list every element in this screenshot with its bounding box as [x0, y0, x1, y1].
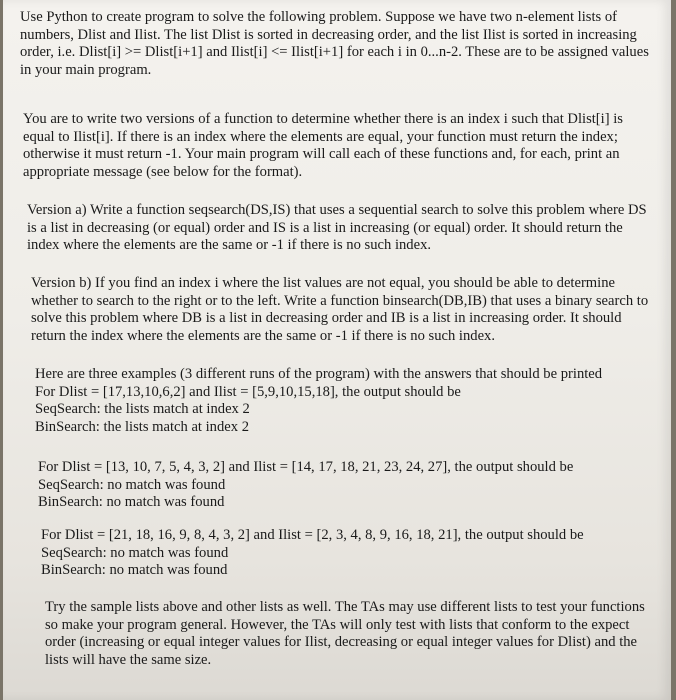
example-2-seq-output: SeqSearch: no match was found: [38, 476, 226, 493]
example-1-seq-output: SeqSearch: the lists match at index 2: [35, 401, 250, 418]
task-text: You are to write two versions of a function to determine whether there is an index i such that Dlist[i] is equal to Ilist[i]. If there is an index where the elements are equal, your function must return the index; otherwise it must return -1. Your main program will call each of these functions and, for each, print an appropriate message (see below for the format).: [23, 111, 623, 180]
examples-block-1: [35, 366, 653, 436]
version-b-text: Version b) If you find an index i where the list values are not equal, you should be able to determine whether to search to the right or to the left. Write a function binsearch(DB,IB) that uses a binary search to solve this problem where DB is a list in decreasing order and IB is a list in increasing order. It should return the index where the elements are the same or -1 if there is no such index.: [31, 275, 649, 344]
version-a-text: Version a) Write a function seqsearch(DS,IS) that uses a sequential search to solve this problem where DS is a list in decreasing (or equal) order and IS is a list in increasing (or equal) order. It should return the index where the elements are the same or -1 if there is no such index.: [27, 202, 647, 254]
version-b-paragraph: [31, 275, 651, 345]
problem-text: Use Python to create program to solve the following problem. Suppose we have two n-element lists of numbers, Dlist and Ilist. The list Dlist is sorted in decreasing order, and the list Ilist is sorted in increasing order, i.e. Dlist[i] >= Dlist[i+1] and Ilist[i] <= Ilist[i+1] for each i in 0...n-2. These are to be assigned values in your main program.: [20, 9, 649, 78]
document-page: [3, 0, 671, 700]
examples-intro: Here are three examples (3 different runs of the program) with the answers that should be printed: [35, 366, 603, 382]
example-3-bin-output: BinSearch: no match was found: [41, 562, 228, 579]
task-paragraph: [23, 111, 651, 181]
version-a-paragraph: [27, 202, 653, 255]
example-1-setup: For Dlist = [17,13,10,6,2] and Ilist = [5,9,10,15,18], the output should be: [35, 383, 461, 400]
final-paragraph: [45, 599, 653, 669]
example-3-setup: For Dlist = [21, 18, 16, 9, 8, 4, 3, 2] and Ilist = [2, 3, 4, 8, 9, 16, 18, 21], the output should be: [41, 527, 584, 543]
example-2-bin-output: BinSearch: no match was found: [38, 494, 225, 511]
example-2-setup: For Dlist = [13, 10, 7, 5, 4, 3, 2] and Ilist = [14, 17, 18, 21, 23, 24, 27], the output should be: [38, 459, 574, 475]
final-text: Try the sample lists above and other lists as well. The TAs may use different lists to test your functions so make your program general. However, the TAs will only test with lists that conform to the expect order (increasing or equal integer values for Ilist, decreasing or equal integer values for Dlist) and the lists will have the same size.: [45, 599, 645, 668]
problem-paragraph: [20, 9, 652, 79]
example-1-bin-output: BinSearch: the lists match at index 2: [35, 418, 249, 435]
examples-block-2: [38, 459, 653, 512]
example-3-seq-output: SeqSearch: no match was found: [41, 544, 229, 561]
examples-block-3: [41, 527, 653, 580]
